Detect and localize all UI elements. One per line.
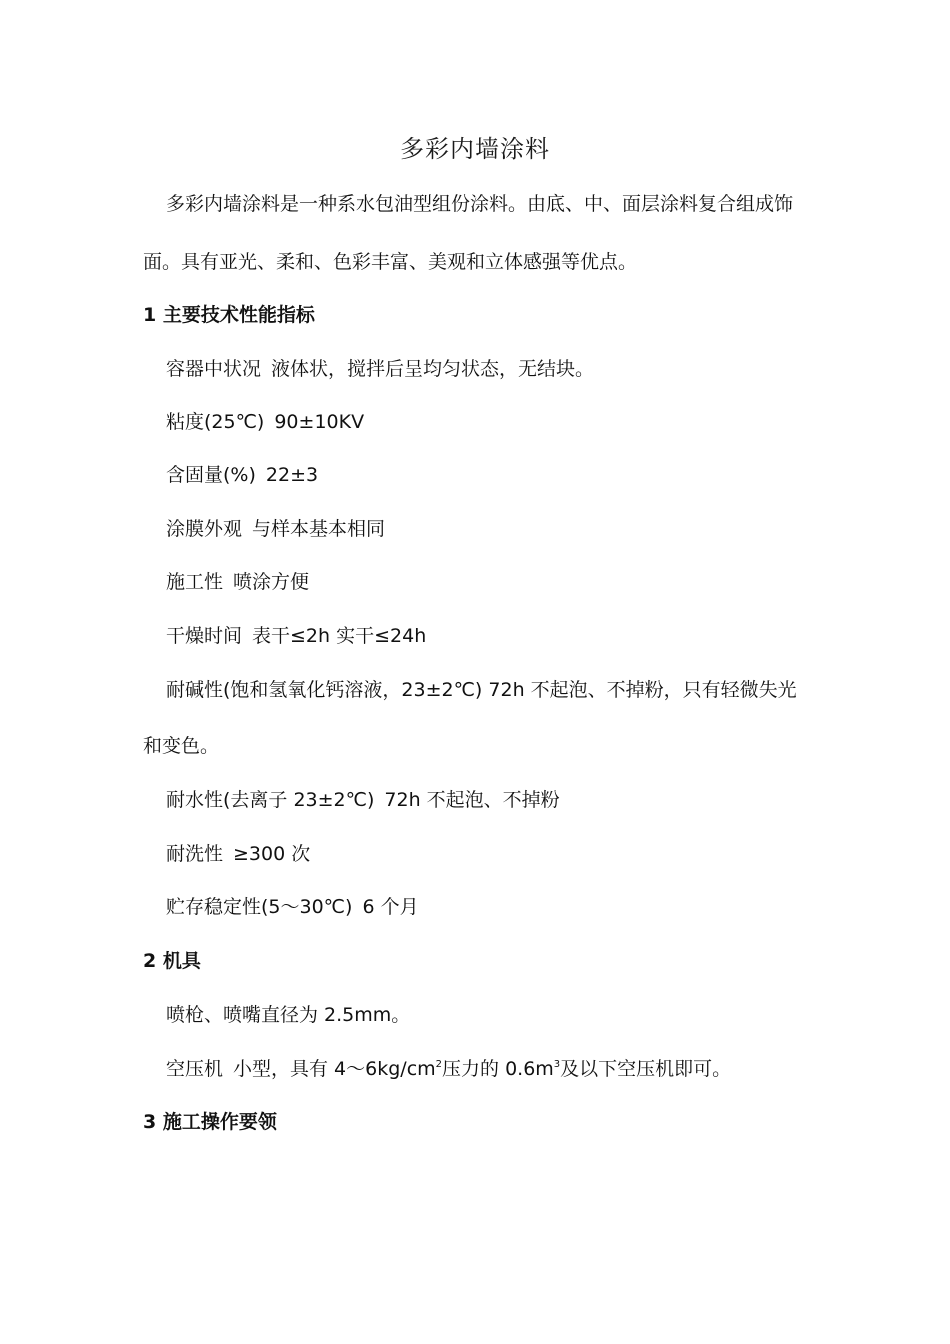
section-2-heading: 2 机具	[143, 950, 201, 972]
spec-item-workability	[166, 569, 309, 595]
spec-value: 喷涂方便	[233, 571, 310, 593]
spec-value: 90±10KV	[274, 411, 365, 433]
spec-item-alkali-resistance-line-2: 和变色。	[143, 735, 220, 757]
spec-name: 贮存稳定性(5～30℃)	[166, 896, 353, 918]
spec-item-drying-time	[166, 623, 426, 649]
equipment-name: 空压机	[166, 1058, 224, 1080]
spec-value: 表干≤2h 实干≤24h	[252, 625, 427, 647]
intro-paragraph-line-1: 多彩内墙涂料是一种系水包油型组份涂料。由底、中、面层涂料复合组成饰	[166, 193, 794, 215]
superscript-2: 2	[435, 1059, 443, 1070]
compressor-text-part-3: 及以下空压机即可。	[560, 1058, 732, 1080]
section-1-heading: 1 主要技术性能指标	[143, 304, 315, 326]
spec-item-container-state	[166, 356, 594, 382]
spec-name: 干燥时间	[166, 625, 243, 647]
equipment-spray-gun: 喷枪、喷嘴直径为 2.5mm。	[166, 1004, 411, 1026]
spec-name: 施工性	[166, 571, 224, 593]
spec-name: 含固量(%)	[166, 464, 256, 486]
spec-name: 粘度(25℃)	[166, 411, 265, 433]
section-3-heading: 3 施工操作要领	[143, 1111, 277, 1133]
spec-item-storage-stability	[166, 894, 419, 920]
spec-name: 耐水性(去离子 23±2℃)	[166, 789, 375, 811]
compressor-text-part-2: 压力的 0.6m	[442, 1058, 554, 1080]
spec-value: 6 个月	[362, 896, 419, 918]
spec-value: 72h 不起泡、不掉粉	[384, 789, 560, 811]
spec-value: 液体状，搅拌后呈均匀状态，无结块。	[271, 358, 595, 380]
equipment-compressor	[166, 1056, 731, 1082]
intro-paragraph-line-2: 面。具有亚光、柔和、色彩丰富、美观和立体感强等优点。	[143, 251, 638, 273]
spec-value: 与样本基本相同	[252, 518, 386, 540]
spec-value: 22±3	[265, 464, 319, 486]
spec-item-solid-content	[166, 462, 318, 488]
superscript-3: 3	[553, 1059, 561, 1070]
spec-item-alkali-resistance-line-1: 耐碱性(饱和氢氧化钙溶液，23±2℃) 72h 不起泡、不掉粉，只有轻微失光	[166, 679, 797, 701]
compressor-text-part-1: 小型，具有 4～6kg/cm	[233, 1058, 436, 1080]
spec-value: ≥300 次	[233, 843, 311, 865]
spec-name: 涂膜外观	[166, 518, 243, 540]
document-title: 多彩内墙涂料	[400, 135, 550, 163]
spec-item-film-appearance	[166, 516, 385, 542]
spec-name: 容器中状况	[166, 358, 262, 380]
spec-item-water-resistance	[166, 787, 560, 813]
spec-name: 耐洗性	[166, 843, 224, 865]
spec-item-viscosity	[166, 409, 364, 435]
spec-item-wash-resistance	[166, 841, 310, 867]
